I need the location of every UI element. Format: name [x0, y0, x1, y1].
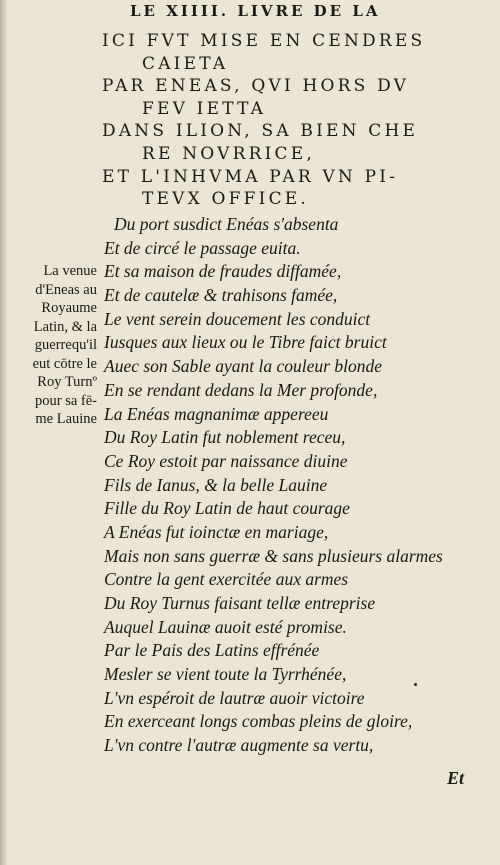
verse-body: [104, 213, 484, 758]
margin-note: [5, 262, 97, 429]
margin-note-line: pour sa fē-: [34, 392, 97, 409]
verse-line: Ce Roy estoit par naissance diuine: [104, 450, 348, 471]
margin-note-line: Royaume: [41, 300, 97, 316]
heading-line: FEV IETTA: [142, 98, 267, 119]
verse-line: A Enéas fut ioinctæ en mariage,: [104, 521, 329, 542]
verse-line: Auec son Sable ayant la couleur blonde: [104, 356, 382, 377]
verse-line: Fille du Roy Latin de haut courage: [104, 498, 350, 519]
ink-speck: [414, 683, 417, 686]
verse-line: Du Roy Latin fut noblement receu,: [104, 427, 346, 448]
chapter-heading: [102, 30, 477, 211]
margin-note-line: me Lauine: [35, 411, 97, 427]
heading-line: ET L'INHVMA PAR VN PI-: [102, 166, 399, 187]
verse-line: Fils de Ianus, & la belle Lauine: [104, 474, 328, 495]
margin-note-line: Roy Turnº: [37, 374, 97, 390]
running-head: LE XIIII. LIVRE DE LA: [130, 2, 381, 20]
verse-line: En exerceant longs combas pleins de gloire,: [104, 711, 413, 732]
verse-line: Par le Pais des Latins effrénée: [104, 640, 320, 661]
margin-note-line: La venue: [43, 263, 97, 279]
verse-line: Et sa maison de fraudes diffamée,: [104, 261, 342, 282]
verse-line: Le vent serein doucement les conduict: [104, 308, 371, 329]
verse-line: La Enéas magnanimæ appereeu: [104, 403, 329, 424]
verse-line: Et de cautelæ & trahisons famée,: [104, 285, 338, 306]
heading-line: ICI FVT MISE EN CENDRES: [102, 31, 426, 51]
verse-line: Iusques aux lieux ou le Tibre faict bruict: [104, 332, 387, 353]
verse-line: L'vn espéroit de lautræ auoir victoire: [104, 687, 365, 708]
verse-line: Et de circé le passage euita.: [104, 237, 301, 258]
verse-line: Auquel Lauinæ auoit esté promise.: [104, 616, 347, 637]
verse-line: En se rendant dedans la Mer profonde,: [104, 379, 378, 400]
heading-line: DANS ILION, SA BIEN CHE: [102, 121, 419, 142]
catchword: Et: [447, 768, 465, 788]
verse-line: Mesler se vient toute la Tyrrhénée,: [104, 664, 347, 685]
margin-note-line: guerrequ'il: [34, 337, 97, 353]
verse-line: Contre la gent exercitée aux armes: [104, 569, 349, 590]
margin-note-line: eut cōtre le: [32, 355, 97, 372]
margin-note-line: Latin, & la: [33, 318, 97, 335]
margin-note-line: d'Eneas au: [35, 281, 97, 298]
heading-line: PAR ENEAS, QVI HORS DV: [102, 76, 410, 97]
verse-line: Du port susdict Enéas s'absenta: [114, 214, 339, 234]
verse-line: L'vn contre l'autræ augmente sa vertu,: [104, 735, 374, 756]
verse-line: Du Roy Turnus faisant tellæ entreprise: [104, 593, 376, 613]
verse-line: Mais non sans guerræ & sans plusieurs alarmes: [104, 545, 443, 566]
heading-line: RE NOVRRICE,: [142, 143, 315, 164]
heading-line: CAIETA: [142, 53, 229, 74]
heading-line: TEVX OFFICE.: [142, 189, 309, 210]
